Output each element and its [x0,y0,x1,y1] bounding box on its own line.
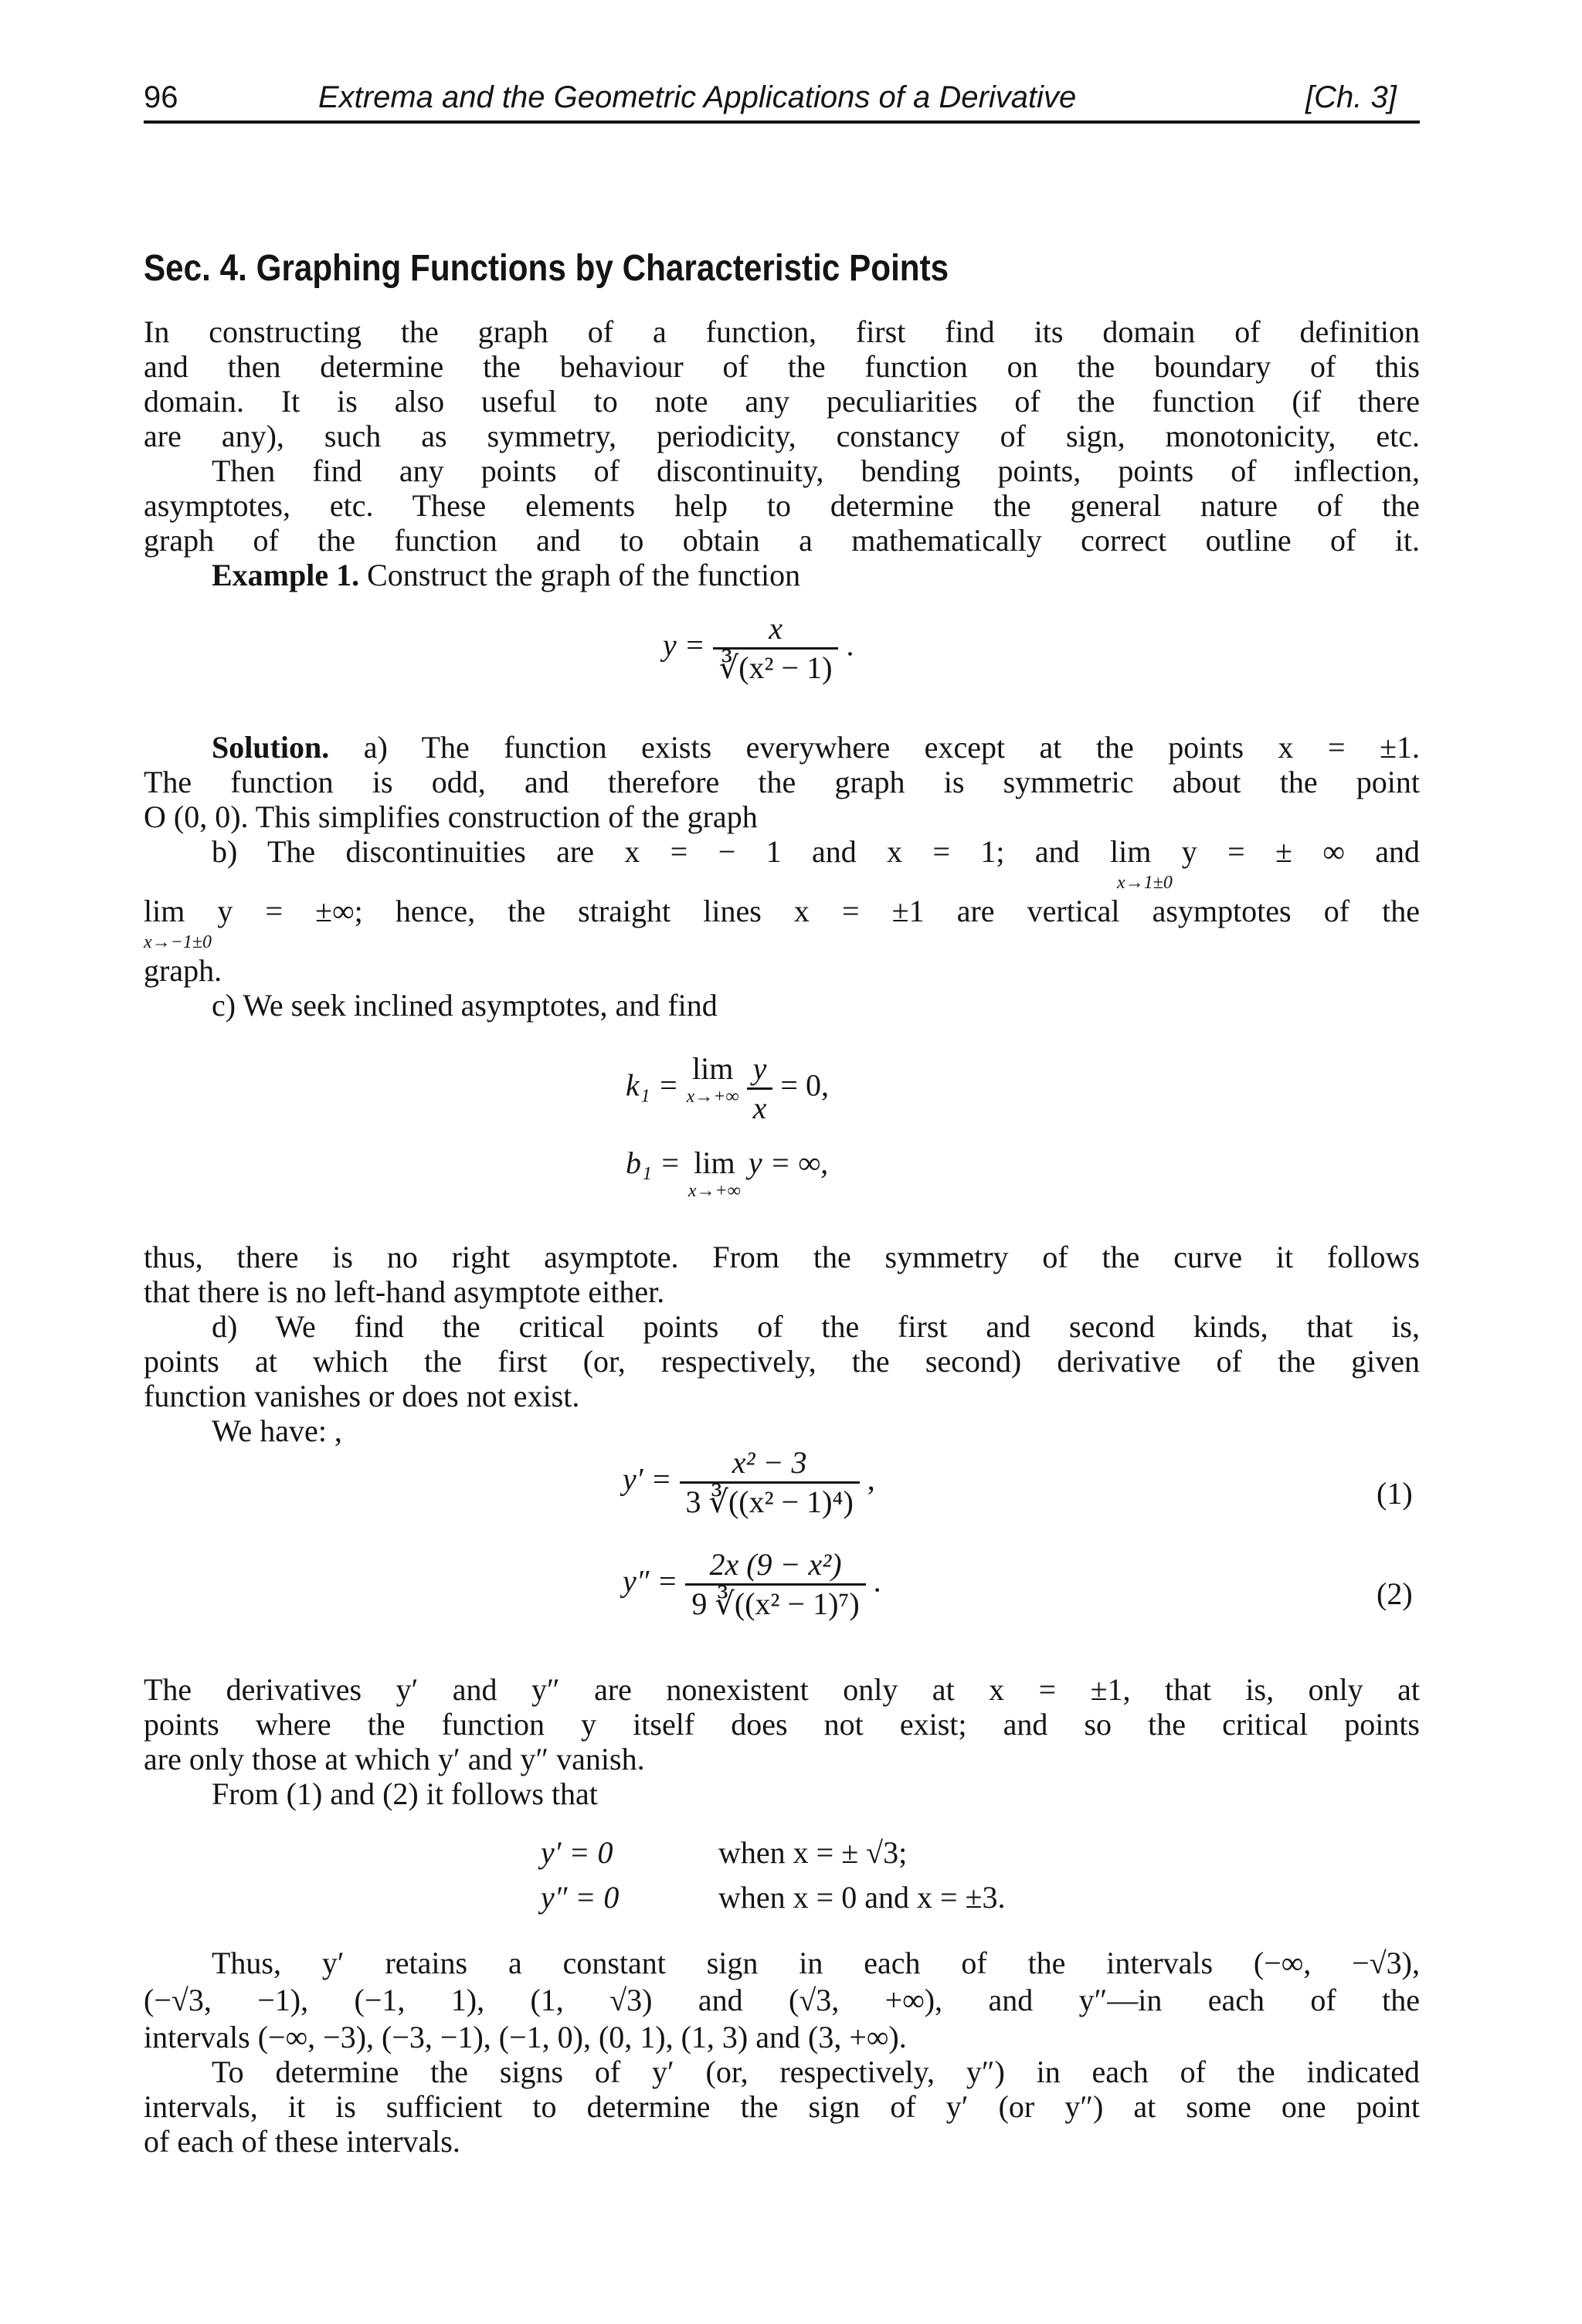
thus-line-2: that there is no left-hand asymptote either. [144,1274,665,1309]
equation-1-fraction [680,1444,860,1521]
formula-main [663,610,854,687]
intro-line-7: graph of the function and to obtain a mathematically correct outline of it. [144,523,1420,558]
intro-line-4: are any), such as symmetry, periodicity, constancy of sign, monotonicity, etc. [144,419,1420,453]
equation-2-num: 2x (9 − x²) [685,1546,865,1586]
formula-main-den: ∛(x² − 1) [718,650,833,685]
solution-a-line-3: O (0, 0). This simplifies construction of the graph [144,799,758,834]
solution-b-limit-sub-2: x→−1±0 [144,932,212,952]
formula-k-den: x [752,1091,767,1125]
thus-line-4: points at which the first (or, respectively, the second) derivative of the given [144,1344,1420,1379]
final-line-3: intervals (−∞, −3), (−3, −1), (−1, 0), (0, 1), (1, 3) and (3, +∞). [144,2020,907,2054]
final-line-4: To determine the signs of y′ (or, respectively, y″) in each of the indicated [212,2054,1420,2089]
chapter-label: [Ch. 3] [1305,80,1397,114]
equation-2 [623,1546,881,1623]
formula-main-fraction [713,610,839,687]
condition-1 [541,1834,907,1871]
formula-b-sub: x→+∞ [687,1181,741,1201]
solution-b-line-3: graph. [144,953,222,988]
condition-2-rhs: when x = 0 and x = ±3. [718,1880,1006,1915]
example-text: Construct the graph of the function [367,558,801,592]
we-have-line: We have: , [212,1413,342,1448]
solution-b-line-1: b) The discontinuities are x = − 1 and x = 1; and lim y = ± ∞ and [212,834,1420,869]
running-title: Extrema and the Geometric Applications of a Derivative [318,80,1077,114]
formula-b-lim: lim [694,1145,735,1180]
final-line-2: (−√3, −1), (−1, 1), (1, √3) and (√3, +∞), and y″—in each of the [144,1983,1420,2017]
condition-2-lhs: y″ = 0 [541,1880,620,1915]
formula-k-fraction [747,1050,773,1127]
intro-line-6: asymptotes, etc. These elements help to determine the general nature of the [144,488,1420,523]
formula-k-sub: x→+∞ [686,1087,739,1107]
equation-1-den: 3 ∛((x² − 1)⁴) [685,1484,854,1519]
solution-b-limit-sub: x→1±0 [1117,873,1173,893]
solution-a-text: a) The function exists everywhere except at the points x = ±1. [363,730,1420,765]
equation-2-end: . [873,1563,881,1599]
thus-line-5: function vanishes or does not exist. [144,1379,580,1413]
solution-c-line-1: c) We seek inclined asymptotes, and find [212,988,718,1023]
thus-line-3: d) We find the critical points of the first and second kinds, that is, [212,1309,1420,1344]
equation-2-fraction [685,1546,865,1623]
formula-k [626,1050,829,1127]
formula-k-lim: lim [691,1051,734,1086]
solution-label: Solution. [212,730,330,765]
formula-b-lhs: b₁ = [626,1145,681,1180]
deriv-line-1: The derivatives y′ and y″ are nonexistent only at x = ±1, that is, only at [144,1672,1420,1707]
solution-b-line-2: lim y = ±∞; hence, the straight lines x = ±1 are vertical asymptotes of the [144,894,1420,928]
deriv-line-2: points where the function y itself does not exist; and so the critical points [144,1707,1420,1742]
condition-2 [541,1879,1005,1915]
example-label: Example 1. [212,558,360,592]
final-line-5: intervals, it is sufficient to determine the sign of y′ (or y″) at some one point [144,2089,1420,2124]
equation-2-lhs: y″ = [623,1563,678,1599]
equation-1-lhs: y′ = [623,1461,672,1497]
intro-line-5: Then find any points of discontinuity, bending points, points of inflection, [212,453,1420,488]
formula-main-end: . [846,627,854,663]
equation-1 [623,1444,875,1521]
intro-line-3: domain. It is also useful to note any peculiarities of the function (if there [144,384,1420,419]
intro-line-2: and then determine the behaviour of the function on the boundary of this [144,349,1420,384]
final-line-1: Thus, y′ retains a constant sign in each of the intervals (−∞, −√3), [212,1946,1420,1980]
formula-k-num: y [747,1050,773,1090]
intro-line-1: In constructing the graph of a function, first find its domain of definition [144,314,1420,349]
formula-b [626,1145,828,1202]
condition-1-rhs: when x = ± √3; [718,1835,908,1870]
header-rule [144,120,1420,124]
equation-2-den: 9 ∛((x² − 1)⁷) [691,1586,860,1621]
final-line-6: of each of these intervals. [144,2124,460,2159]
formula-k-limit [687,1050,739,1108]
example-line [212,560,800,591]
solution-a-line-2: The function is odd, and therefore the graph is symmetric about the point [144,765,1420,799]
deriv-line-3: are only those at which y′ and y″ vanish. [144,1742,645,1776]
page-number: 96 [144,80,178,114]
equation-1-end: , [867,1461,875,1497]
formula-b-limit [688,1145,741,1202]
solution-a-line-1 [212,732,1420,763]
deriv-line-4: From (1) and (2) it follows that [212,1776,598,1811]
formula-main-num: x [713,610,839,650]
formula-k-rhs: = 0, [780,1067,829,1103]
condition-1-lhs: y′ = 0 [541,1835,613,1870]
thus-line-1: thus, there is no right asymptote. From the symmetry of the curve it follows [144,1240,1420,1274]
formula-main-lhs: y = [663,627,705,663]
equation-1-number: (1) [1377,1476,1413,1511]
equation-1-num: x² − 3 [680,1444,860,1484]
formula-k-lhs: k₁ = [626,1067,679,1103]
section-title: Sec. 4. Graphing Functions by Characteristic Points [144,248,949,289]
formula-b-rhs: y = ∞, [748,1145,829,1180]
equation-2-number: (2) [1377,1576,1413,1611]
